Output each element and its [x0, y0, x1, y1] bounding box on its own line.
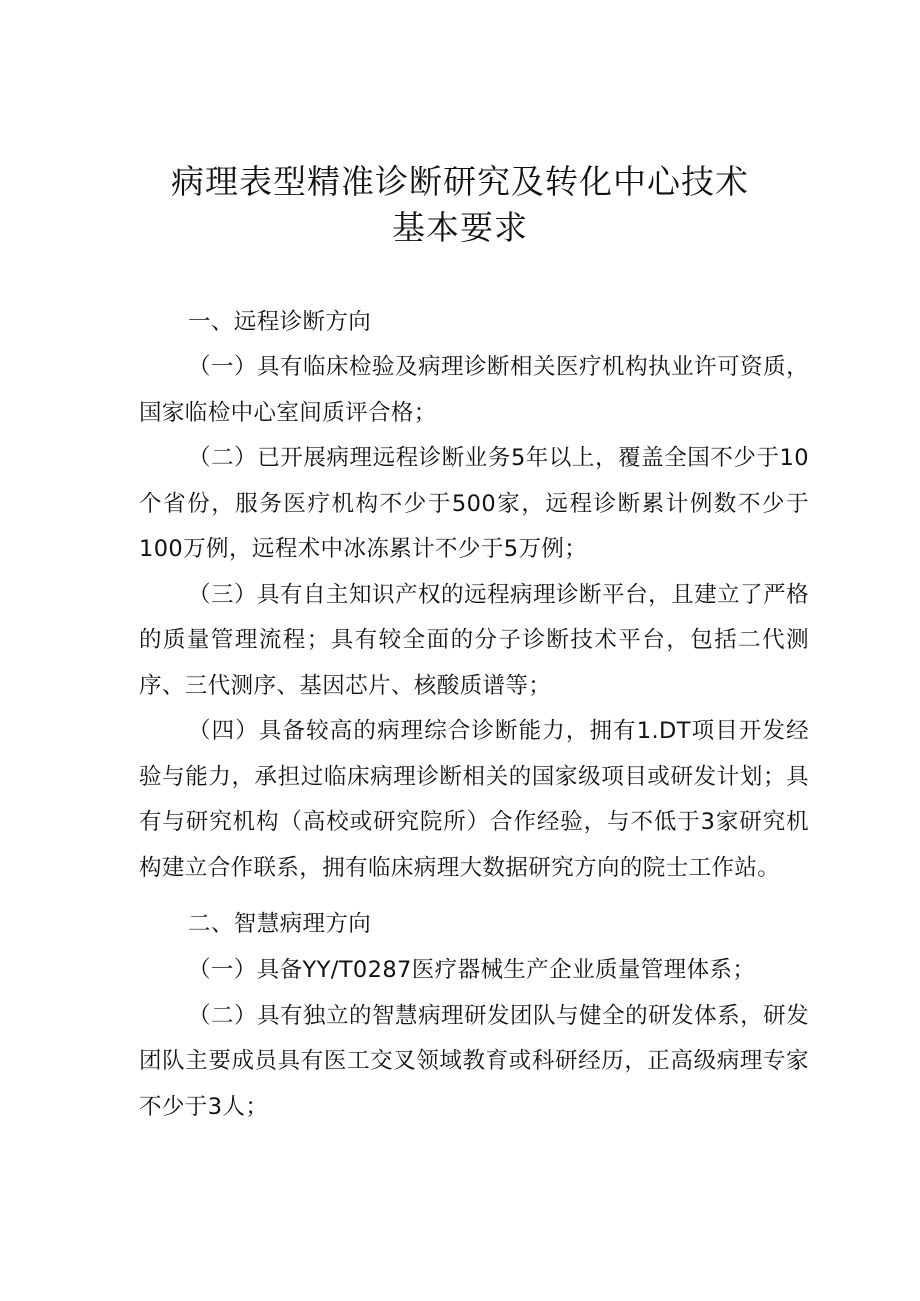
smart-item-2: （二）具有独立的智慧病理研发团队与健全的研发体系，研发团队主要成员具有医工交叉领域教育或科研经历，正高级病理专家不少于3人；	[139, 1002, 809, 1120]
remote-item-2: （二）已开展病理远程诊断业务5年以上，覆盖全国不少于10个省份，服务医疗机构不少于500家，远程诊断累计例数不少于100万例，远程术中冰冻累计不少于5万例；	[139, 445, 809, 562]
section-heading-remote-diagnosis: 一、远程诊断方向	[188, 309, 372, 335]
smart-item-1: （一）具备YY/T0287医疗器械生产企业质量管理体系；	[188, 957, 756, 983]
document-title-line-2: 基本要求	[392, 208, 528, 247]
section-heading-smart-pathology: 二、智慧病理方向	[188, 911, 372, 937]
document-title-line-1: 病理表型精准诊断研究及转化中心技术	[171, 162, 749, 201]
section-remote-diagnosis-body	[139, 345, 809, 891]
remote-item-3: （三）具有自主知识产权的远程病理诊断平台，且建立了严格的质量管理流程；具有较全面的分子诊断技术平台，包括二代测序、三代测序、基因芯片、核酸质谱等；	[139, 581, 809, 699]
remote-item-4: （四）具备较高的病理综合诊断能力，拥有1.DT项目开发经验与能力，承担过临床病理诊断相关的国家级项目或研发计划；具有与研究机构（高校或研究院所）合作经验，与不低于3家研究机构建立合作联系，拥有临床病理大数据研究方向的院士工作站。	[139, 718, 809, 881]
section-smart-pathology-body	[139, 948, 809, 1130]
remote-item-1: （一）具有临床检验及病理诊断相关医疗机构执业许可资质，国家临检中心室间质评合格；	[139, 354, 809, 426]
